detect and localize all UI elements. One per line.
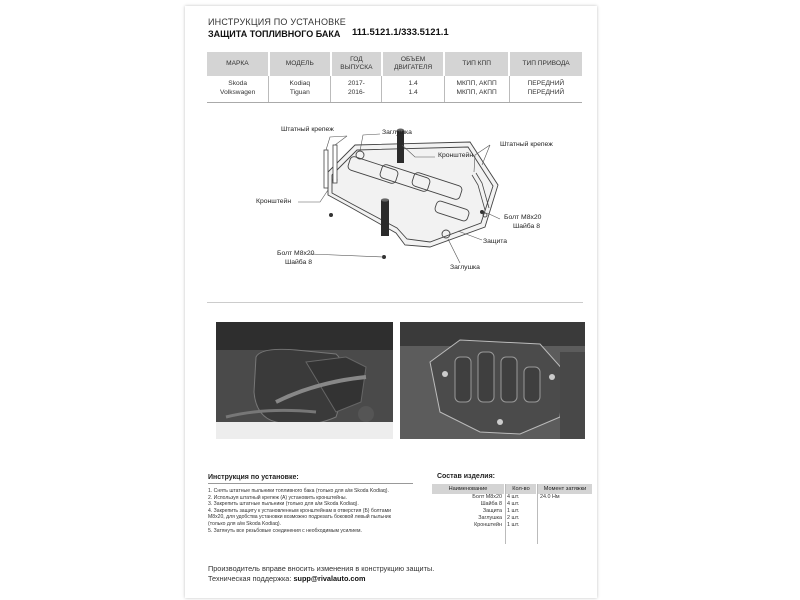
step-2: 2. Используя штатный крепеж (А) установить кронштейны. xyxy=(208,494,347,501)
label-plug-top: Заглушка xyxy=(382,129,412,136)
title-line-2: ЗАЩИТА ТОПЛИВНОГО БАКА xyxy=(208,29,341,39)
col-gearbox: ТИП КПП xyxy=(444,52,509,76)
label-bracket-top: Кронштейн xyxy=(438,152,474,159)
col-drive: ТИП ПРИВОДА xyxy=(509,52,582,76)
support-email-link[interactable]: supp@rivalauto.com xyxy=(293,574,366,583)
product-code: 111.5121.1/333.5121.1 xyxy=(352,27,449,38)
cell-gearbox: МКПП, АКПП МКПП, АКПП xyxy=(444,76,509,103)
kit-item-qty: 1 шт. xyxy=(507,522,520,528)
kit-divider-1 xyxy=(505,484,506,544)
cell-year: 2017- 2016- xyxy=(331,76,382,103)
kit-item-name: Шайба 8 xyxy=(480,501,502,507)
label-washer-right: Шайба 8 xyxy=(513,223,540,230)
kit-item-qty: 4 шт. xyxy=(507,501,520,507)
label-std-mount-right: Штатный крепеж xyxy=(500,141,553,148)
step-4-cont: М8х20, для удобства установки возможно подрезать боковой левый пыльник xyxy=(208,514,391,521)
step-5: 5. Затянуть все резьбовые соединения с необходимым усилием. xyxy=(208,527,362,534)
kit-title: Состав изделия: xyxy=(437,473,495,480)
instructions-list xyxy=(208,488,418,534)
col-year: ГОД ВЫПУСКА xyxy=(331,52,382,76)
label-std-mount-left: Штатный крепеж xyxy=(281,126,334,133)
col-engine: ОБЪЕМ ДВИГАТЕЛЯ xyxy=(382,52,444,76)
kit-col-torque: Момент затяжки xyxy=(538,484,592,494)
footer-support xyxy=(208,574,365,583)
spec-body-row xyxy=(207,76,582,103)
title-line-1: ИНСТРУКЦИЯ ПО УСТАНОВКЕ xyxy=(208,17,346,27)
label-bracket-left: Кронштейн xyxy=(256,198,292,205)
cell-engine: 1.4 1.4 xyxy=(382,76,444,103)
section-divider xyxy=(207,302,583,303)
cell-drive: ПЕРЕДНИЙ ПЕРЕДНИЙ xyxy=(509,76,582,103)
instructions-title: Инструкция по установке: xyxy=(208,474,299,481)
photo-after-install xyxy=(400,322,585,439)
kit-item-name: Болт М8х20 xyxy=(472,494,502,500)
step-3: 3. Закрепить штатные пыльники (только для а/м Skoda Kodiaq). xyxy=(208,501,359,508)
kit-item-qty: 1 шт. xyxy=(507,508,520,514)
kit-item-qty: 4 шт. xyxy=(507,494,520,500)
kit-item-name: Защита xyxy=(482,508,502,514)
cell-brand: Skoda Volkswagen xyxy=(207,76,269,103)
spec-header-row xyxy=(207,52,582,76)
label-guard: Защита xyxy=(483,238,508,245)
step-4-cont2: (только для а/м Skoda Kodiaq). xyxy=(208,520,281,527)
kit-col-qty: Кол-во xyxy=(506,484,536,494)
col-brand: МАРКА xyxy=(207,52,269,76)
label-bolt-left: Болт М8х20 xyxy=(277,250,315,257)
kit-divider-2 xyxy=(537,484,538,544)
step-1: 1. Снять штатные пыльники топливного бака (только для а/м Skoda Kodiaq). xyxy=(208,488,389,494)
kit-item-name: Кронштейн xyxy=(474,522,502,528)
footer-notice: Производитель вправе вносить изменения в конструкцию защиты. xyxy=(208,564,435,573)
kit-item-qty: 2 шт. xyxy=(507,515,520,521)
support-label: Техническая поддержка: xyxy=(208,574,292,583)
kit-col-name: Наименование xyxy=(432,484,504,494)
cell-model: Kodiaq Tiguan xyxy=(269,76,331,103)
kit-item-torque: 24.0 Нм xyxy=(540,494,560,500)
label-washer-left: Шайба 8 xyxy=(285,259,312,266)
spec-table xyxy=(207,52,582,103)
step-4: 4. Закрепить защиту к установленным кронштейнам в отверстия (Б) болтами xyxy=(208,507,391,514)
label-plug-bottom: Заглушка xyxy=(450,264,480,271)
label-bolt-right: Болт М8х20 xyxy=(504,214,542,221)
spacer-bottom xyxy=(381,198,389,236)
col-model: МОДЕЛЬ xyxy=(269,52,331,76)
instructions-rule xyxy=(208,483,413,484)
kit-item-name: Заглушка xyxy=(478,515,502,521)
photo-before-install xyxy=(216,322,393,439)
